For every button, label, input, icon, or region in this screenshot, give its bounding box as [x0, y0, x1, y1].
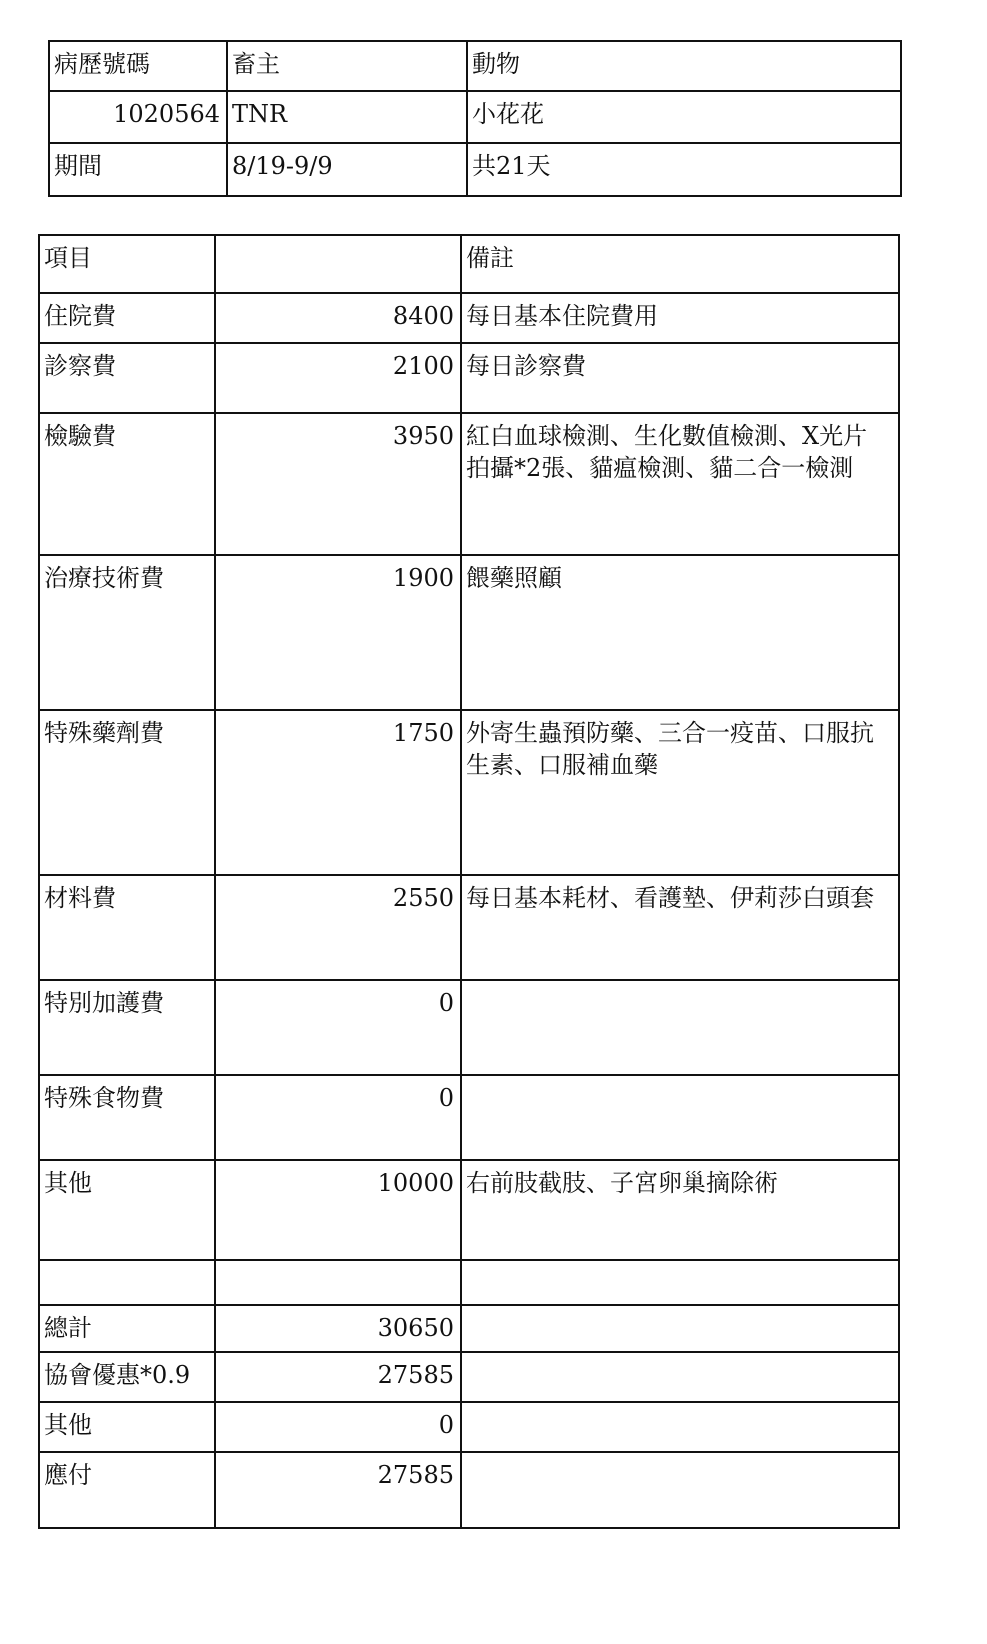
- fee-amount: 2100: [216, 344, 462, 412]
- fee-item: 治療技術費: [40, 556, 216, 709]
- total-note: [462, 1306, 898, 1351]
- discount-row: [40, 1353, 898, 1403]
- payable-note: [462, 1453, 898, 1527]
- label-animal: 動物: [472, 50, 520, 78]
- fee-note: 每日基本住院費用: [466, 302, 658, 330]
- other-row: [40, 1403, 898, 1453]
- fee-row: [40, 414, 898, 556]
- other-note: [462, 1403, 898, 1451]
- label-record-no: 病歷號碼: [50, 42, 228, 90]
- payable-label: 應付: [40, 1453, 216, 1527]
- discount-note: [462, 1353, 898, 1401]
- other-amount: 0: [216, 1403, 462, 1451]
- fee-amount: 0: [216, 981, 462, 1074]
- days-value: 共21天: [472, 152, 551, 180]
- fee-amount: 10000: [216, 1161, 462, 1259]
- fee-note: 每日基本耗材、看護墊、伊莉莎白頭套: [466, 884, 874, 912]
- fee-amount: [216, 1261, 462, 1304]
- fee-item: 特殊食物費: [40, 1076, 216, 1159]
- fee-row: [40, 294, 898, 344]
- fee-amount: 1750: [216, 711, 462, 874]
- period-label: 期間: [50, 144, 228, 195]
- header-row-labels: [50, 42, 900, 92]
- fee-item: 其他: [40, 1161, 216, 1259]
- fee-row: [40, 556, 898, 711]
- fee-amount: 3950: [216, 414, 462, 554]
- fee-note: 紅白血球檢測、生化數值檢測、X光片拍攝*2張、貓瘟檢測、貓二合一檢測: [466, 422, 868, 482]
- fee-row: [40, 1161, 898, 1261]
- fee-row: [40, 711, 898, 876]
- fee-row: [40, 981, 898, 1076]
- fee-item: 住院費: [40, 294, 216, 342]
- record-header-table: [48, 40, 902, 197]
- fee-item: 材料費: [40, 876, 216, 979]
- other-label: 其他: [40, 1403, 216, 1451]
- fee-amount: 1900: [216, 556, 462, 709]
- period-value: 8/19-9/9: [228, 144, 468, 195]
- header-row-period: [50, 144, 900, 195]
- fee-note: 外寄生蟲預防藥、三合一疫苗、口服抗生素、口服補血藥: [466, 719, 874, 779]
- fee-note: 右前肢截肢、子宮卵巢摘除術: [466, 1169, 778, 1197]
- header-row-values: [50, 92, 900, 144]
- fee-item: 特別加護費: [40, 981, 216, 1074]
- animal-value: 小花花: [472, 100, 544, 128]
- fee-item: 特殊藥劑費: [40, 711, 216, 874]
- fee-row: [40, 876, 898, 981]
- fee-item: 檢驗費: [40, 414, 216, 554]
- col-amount: [216, 236, 462, 292]
- fee-row: [40, 344, 898, 414]
- fee-item: [40, 1261, 216, 1304]
- fee-item: 診察費: [40, 344, 216, 412]
- fee-note: [462, 1076, 898, 1159]
- label-owner: 畜主: [228, 42, 468, 90]
- col-item: 項目: [40, 236, 216, 292]
- fee-row: [40, 1076, 898, 1161]
- fee-note: 每日診察費: [466, 352, 586, 380]
- payable-amount: 27585: [216, 1453, 462, 1527]
- payable-row: [40, 1453, 898, 1527]
- fee-header-row: [40, 236, 898, 294]
- col-note: 備註: [466, 244, 514, 272]
- total-row: [40, 1306, 898, 1353]
- owner-value: TNR: [228, 92, 468, 142]
- fee-amount: 2550: [216, 876, 462, 979]
- total-label: 總計: [40, 1306, 216, 1351]
- fee-note: [462, 1261, 898, 1304]
- total-amount: 30650: [216, 1306, 462, 1351]
- fee-amount: 0: [216, 1076, 462, 1159]
- fee-row-blank: [40, 1261, 898, 1306]
- record-no-value: 1020564: [50, 92, 228, 142]
- fee-table: [38, 234, 900, 1529]
- discount-amount: 27585: [216, 1353, 462, 1401]
- fee-amount: 8400: [216, 294, 462, 342]
- fee-note: [462, 981, 898, 1074]
- discount-label: 協會優惠*0.9: [40, 1353, 216, 1401]
- fee-note: 餵藥照顧: [466, 564, 562, 592]
